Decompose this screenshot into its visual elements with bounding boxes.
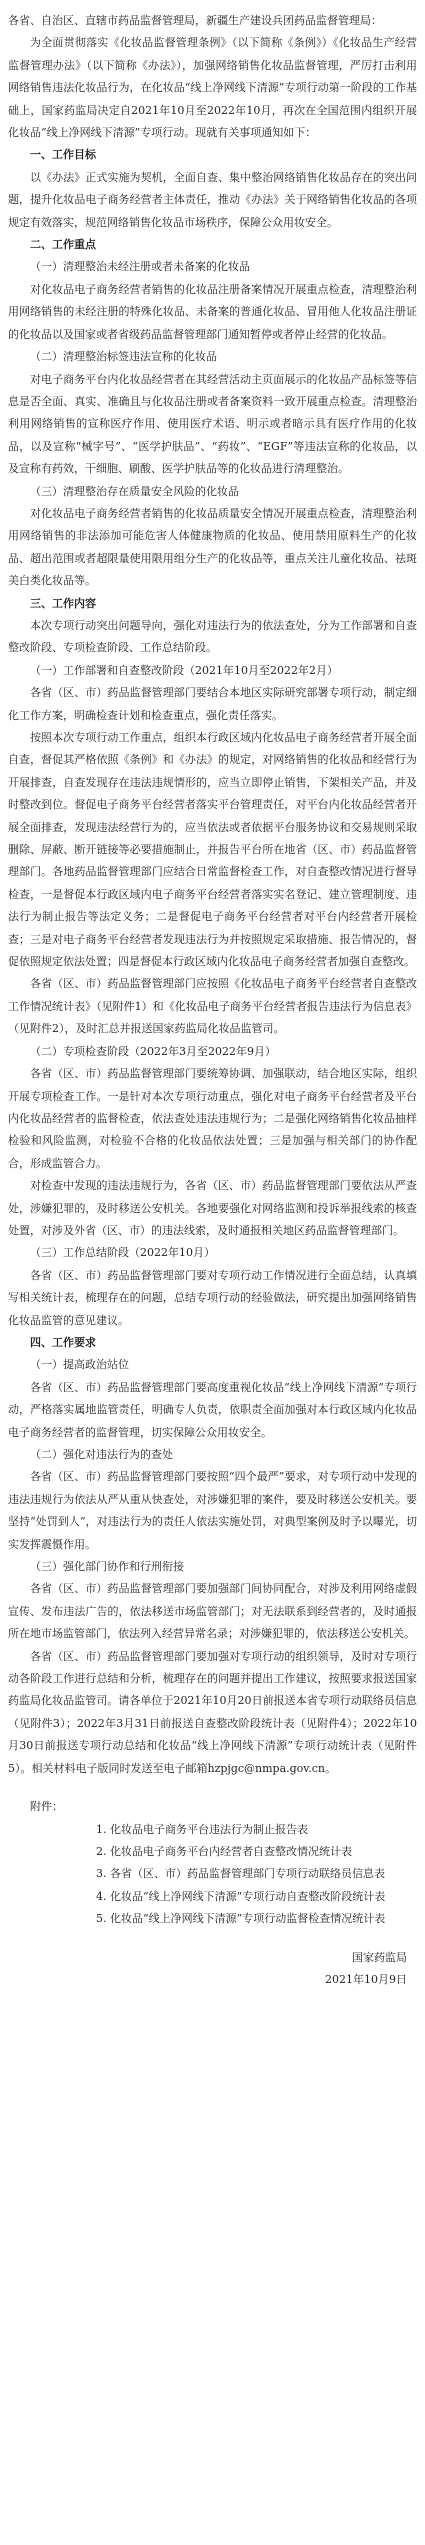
section-1-paragraph: 以《办法》正式实施为契机，全面自查、集中整治网络销售化妆品存在的突出问题，提升化妆品电子商务经营者主体责任，推动《办法》关于网络销售化妆品的各项规定有效落实，规范网络销售化妆品市场秩序，保障公众用妆安全。 <box>8 170 417 229</box>
section-3-paragraph-1b: 按照本次专项行动工作重点，组织本行政区域内化妆品电子商务经营者开展全面自查，督促其严格依照《条例》和《办法》的规定，对网络销售的化妆品和经营行为开展排查，自查发现存在违法违规情形的，应当立即停止销售，下架相关产品，并及时整改到位。督促电子商务平台经营者落实平台管理责任，对平台内化妆品经营者开展全面排查，发现违法经营行为的，应当依法或者依据平台服务协议和交易规则采取删除、屏蔽、断开链接等必要措施制止，并报告平台所在地省（区、市）药品监督管理部门。各地药品监督管理部门应结合日常监督检查工作，对自查整改情况进行督导检查，一是督促本行政区域内电子商务平台经营者落实实名登记、建立管理制度、违法行为制止报告等法定义务；二是督促电子商务平台经营者对平台内经营者开展检查；三是对电子商务平台经营者发现违法行为并按照规定采取措施、报告情况的，督促依照规定依法处置；四是督促本行政区域内化妆品电子商务经营者加强自查整改。 <box>8 731 417 969</box>
section-3-paragraph-2b: 对检查中发现的违法违规行为，各省（区、市）药品监督管理部门要依法从严查处，涉嫌犯罪的，及时移送公安机关。各地要强化对网络监测和投诉举报线索的核查处置，对涉及外省（区、市）的违法线索，及时通报相关地区药品监督管理部门。 <box>8 1179 417 1237</box>
signature-org: 国家药监局 <box>352 1950 407 1964</box>
section-3-sub-2: （二）专项检查阶段（2022年3月至2022年9月） <box>30 1044 276 1058</box>
section-2-sub-2: （二）清理整治标签违法宣称的化妆品 <box>30 350 217 364</box>
section-3-sub-1: （一）工作部署和自查整改阶段（2021年10月至2022年2月） <box>30 663 338 677</box>
attachments-title: 附件： <box>30 1800 63 1814</box>
section-3-paragraph-1a: 各省（区、市）药品监督管理部门要结合本地区实际研究部署专项行动，制定细化工作方案，明确检查计划和检查重点，强化责任落实。 <box>8 686 417 722</box>
spacer <box>8 1780 417 1796</box>
section-2-sub-3: （三）清理整治存在质量安全风险的化妆品 <box>30 484 239 498</box>
section-2-paragraph-3: 对化妆品电子商务经营者销售的化妆品质量安全情况开展重点检查，清理整治利用网络销售的非法添加可能危害人体健康物质的化妆品、使用禁用原料生产的化妆品、超出范围或者超限量使用限用组分生产的化妆品等，重点关注儿童化妆品、祛斑美白类化妆品等。 <box>8 506 417 588</box>
section-3-intro: 本次专项行动突出问题导向，强化对违法行为的依法查处，分为工作部署和自查整改阶段、专项检查阶段、工作总结阶段。 <box>8 618 417 655</box>
section-4-paragraph-1: 各省（区、市）药品监督管理部门要高度重视化妆品“线上净网线下清源”专项行动，严格落实属地监管责任，明确专人负责，依职责全面加强对本行政区域内化妆品电子商务经营者的监督管理，切实保障公众用妆安全。 <box>8 1380 417 1439</box>
section-4-paragraph-4: 各省（区、市）药品监督管理部门要加强对专项行动的组织领导，及时对专项行动各阶段工作进行总结和分析，梳理存在的问题并提出工作建议，按照要求报送国家药监局化妆品监管司。请各单位于2021年10月20日前报送本省专项行动联络员信息（见附件3）；2022年3月31日前报送自查整改阶段统计表（见附件4）；2022年10月30日前报送专项行动总结和化妆品“线上净网线下清源”专项行动统计表（见附件5）。相关材料电子版同时发送至电子邮箱hzpjgc@nmpa.gov.cn。 <box>8 1649 417 1775</box>
attachment-item-2: 2. 化妆品电子商务平台内经营者自查整改情况统计表 <box>96 1844 352 1858</box>
salutation: 各省、自治区、直辖市药品监督管理局，新疆生产建设兵团药品监督管理局： <box>8 14 382 27</box>
section-4-title: 四、工作要求 <box>30 1335 96 1349</box>
intro-paragraph: 为全面贯彻落实《化妆品监督管理条例》（以下简称《条例》）《化妆品生产经营监督管理办法》（以下简称《办法》），加强网络销售化妆品监督管理，严厉打击利用网络销售违法化妆品行为，在化妆品“线上净网线下清源”专项行动第一阶段的工作基础上，国家药监局决定自2021年10月至2022年10月，再次在全国范围内组织开展化妆品“线上净网线下清源”专项行动。现就有关事项通知如下： <box>8 36 417 140</box>
section-3-paragraph-3: 各省（区、市）药品监督管理部门要对专项行动工作情况进行全面总结，认真填写相关统计表，梳理存在的问题，总结专项行动的经验做法，研究提出加强网络销售化妆品监管的意见建议。 <box>8 1268 417 1327</box>
section-2-paragraph-2: 对电子商务平台内化妆品经营者在其经营活动主页面展示的化妆品产品标签等信息是否全面、真实、准确且与化妆品注册或者备案资料一致开展重点检查。清理整治利用网络销售的宣称医疗作用、使用医疗术语、明示或者暗示具有医疗作用的化妆品，以及宣称“械字号”、“医学护肤品”、“药妆”、“EGF”等违法宣称的化妆品，以及宣称有药效，干细胞、刷酸、医学护肤品等的化妆品进行清理整治。 <box>8 372 417 476</box>
section-3-sub-3: （三）工作总结阶段（2022年10月） <box>30 1246 215 1260</box>
attachment-item-5: 5. 化妆品“线上净网线下清源”专项行动监督检查情况统计表 <box>96 1912 386 1926</box>
attachment-item-1: 1. 化妆品电子商务平台违法行为制止报告表 <box>96 1822 308 1836</box>
attachment-item-4: 4. 化妆品“线上净网线下清源”专项行动自查整改阶段统计表 <box>96 1889 386 1903</box>
spacer <box>8 1931 417 1947</box>
section-2-sub-1: （一）清理整治未经注册或者未备案的化妆品 <box>30 260 250 274</box>
signature-date: 2021年10月9日 <box>325 1972 407 1986</box>
section-2-paragraph-1: 对化妆品电子商务经营者销售的化妆品注册备案情况开展重点检查，清理整治利用网络销售的未经注册的特殊化妆品、未备案的普通化妆品、冒用他人化妆品注册证的化妆品以及国家或者省级药品监督管理部门通知暂停或者停止经营的化妆品。 <box>8 282 417 341</box>
section-4-paragraph-2: 各省（区、市）药品监督管理部门要按照“四个最严”要求，对专项行动中发现的违法违规行为依法从严从重从快查处，对涉嫌犯罪的案件，要及时移送公安机关。要坚持“处罚到人”，对违法行为的责任人依法实施处罚，对典型案例及时予以曝光，切实发挥震慑作用。 <box>8 1470 417 1551</box>
section-4-sub-3: （三）强化部门协作和行刑衔接 <box>30 1560 184 1574</box>
section-4-sub-1: （一）提高政治站位 <box>30 1358 129 1372</box>
section-4-sub-2: （二）强化对违法行为的查处 <box>30 1448 173 1461</box>
section-3-paragraph-1c: 各省（区、市）药品监督管理部门应按照《化妆品电子商务平台经营者自查整改工作情况统计表》（见附件1）和《化妆品电子商务平台经营者报告违法行为信息表》（见附件2），及时汇总并报送国家药监局化妆品监管司。 <box>8 977 417 1036</box>
section-3-title: 三、工作内容 <box>30 596 96 610</box>
attachment-item-3: 3. 各省（区、市）药品监督管理部门专项行动联络员信息表 <box>96 1867 385 1881</box>
section-4-paragraph-3: 各省（区、市）药品监督管理部门要加强部门间协同配合，对涉及利用网络虚假宣传、发布违法广告的，依法移送市场监管部门；对无法联系到经营者的，及时通报所在地市场监管部门，依法列入经营异常名录；对涉嫌犯罪的，依法移送公安机关。 <box>8 1582 417 1641</box>
section-3-paragraph-2a: 各省（区、市）药品监督管理部门要统筹协调、加强联动，结合地区实际，组织开展专项检查工作。一是针对本次专项行动重点，强化对电子商务平台经营者及平台内化妆品经营者的监督检查，依法查处违法违规行为；二是强化网络销售化妆品抽样检验和风险监测，对检验不合格的化妆品依法处置；三是加强与相关部门的协作配合，形成监管合力。 <box>8 1067 417 1170</box>
section-1-title: 一、工作目标 <box>30 148 96 162</box>
attachments-list <box>8 1819 417 1931</box>
section-2-title: 二、工作重点 <box>30 238 96 252</box>
